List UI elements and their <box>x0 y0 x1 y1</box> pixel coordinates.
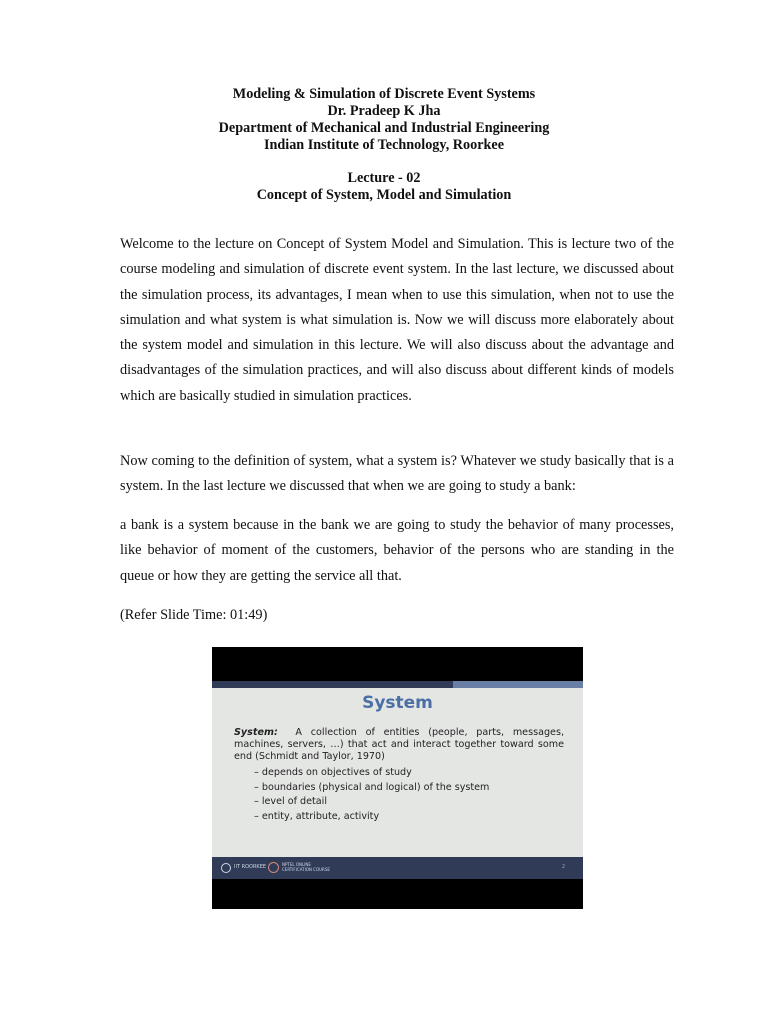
slide-term: System: <box>234 727 278 738</box>
footer-institute-label: IIT ROORKEE <box>234 864 267 870</box>
iit-logo-icon <box>221 863 231 873</box>
slide-page-number: 2 <box>561 864 565 870</box>
author-name: Dr. Pradeep K Jha <box>327 103 441 119</box>
lecture-title: Concept of System, Model and Simulation <box>256 187 512 203</box>
slide-definition <box>234 727 564 763</box>
nptel-logo-icon <box>268 862 279 873</box>
department-name: Department of Mechanical and Industrial Engineering <box>218 120 550 136</box>
institute-name: Indian Institute of Technology, Roorkee <box>263 137 505 153</box>
slide-bullet: – depends on objectives of study <box>254 766 489 781</box>
slide-title: System <box>362 693 433 713</box>
slide-bullet: – boundaries (physical and logical) of the system <box>254 781 489 796</box>
footer-course-label: NPTEL ONLINE CERTIFICATION COURSE <box>282 862 330 872</box>
slide-image <box>212 647 583 909</box>
slide-bullet: – entity, attribute, activity <box>254 810 489 825</box>
paragraph-bank-example: a bank is a system because in the bank we are going to study the behavior of many processes, like behavior of moment of the customers, behavior of the persons who are standing in the queue or how they are getting the service all that. <box>120 517 674 584</box>
slide-bullet-list <box>254 766 489 824</box>
paragraph-definition: Now coming to the definition of system, what a system is? Whatever we study basically that is a system. In the last lecture we discussed that when we are going to study a bank: <box>120 453 674 495</box>
slide-time-reference: (Refer Slide Time: 01:49) <box>120 607 268 623</box>
slide-definition-text: A collection of entities (people, parts, messages, machines, servers, …) that act and interact together toward some end (Schmidt and Taylor, 1970) <box>234 727 564 762</box>
document-header <box>0 86 768 204</box>
slide-footer <box>212 857 583 879</box>
paragraph-intro: Welcome to the lecture on Concept of System Model and Simulation. This is lecture two of the course modeling and simulation of discrete event system. In the last lecture, we discussed about the simulation process, its advantages, I mean when to use this simulation, when not to use the simulation and what system is what simulation is. Now we will discuss more elaborately about the system model and simulation in this lecture. We will also discuss about the advantage and disadvantages of the simulation practices, and will also discuss about different kinds of models which are basically studied in simulation practices. <box>120 236 674 404</box>
lecture-number: Lecture - 02 <box>347 170 421 186</box>
course-title: Modeling & Simulation of Discrete Event Systems <box>232 86 536 102</box>
slide-top-bar <box>212 681 583 688</box>
slide-bullet: – level of detail <box>254 795 489 810</box>
